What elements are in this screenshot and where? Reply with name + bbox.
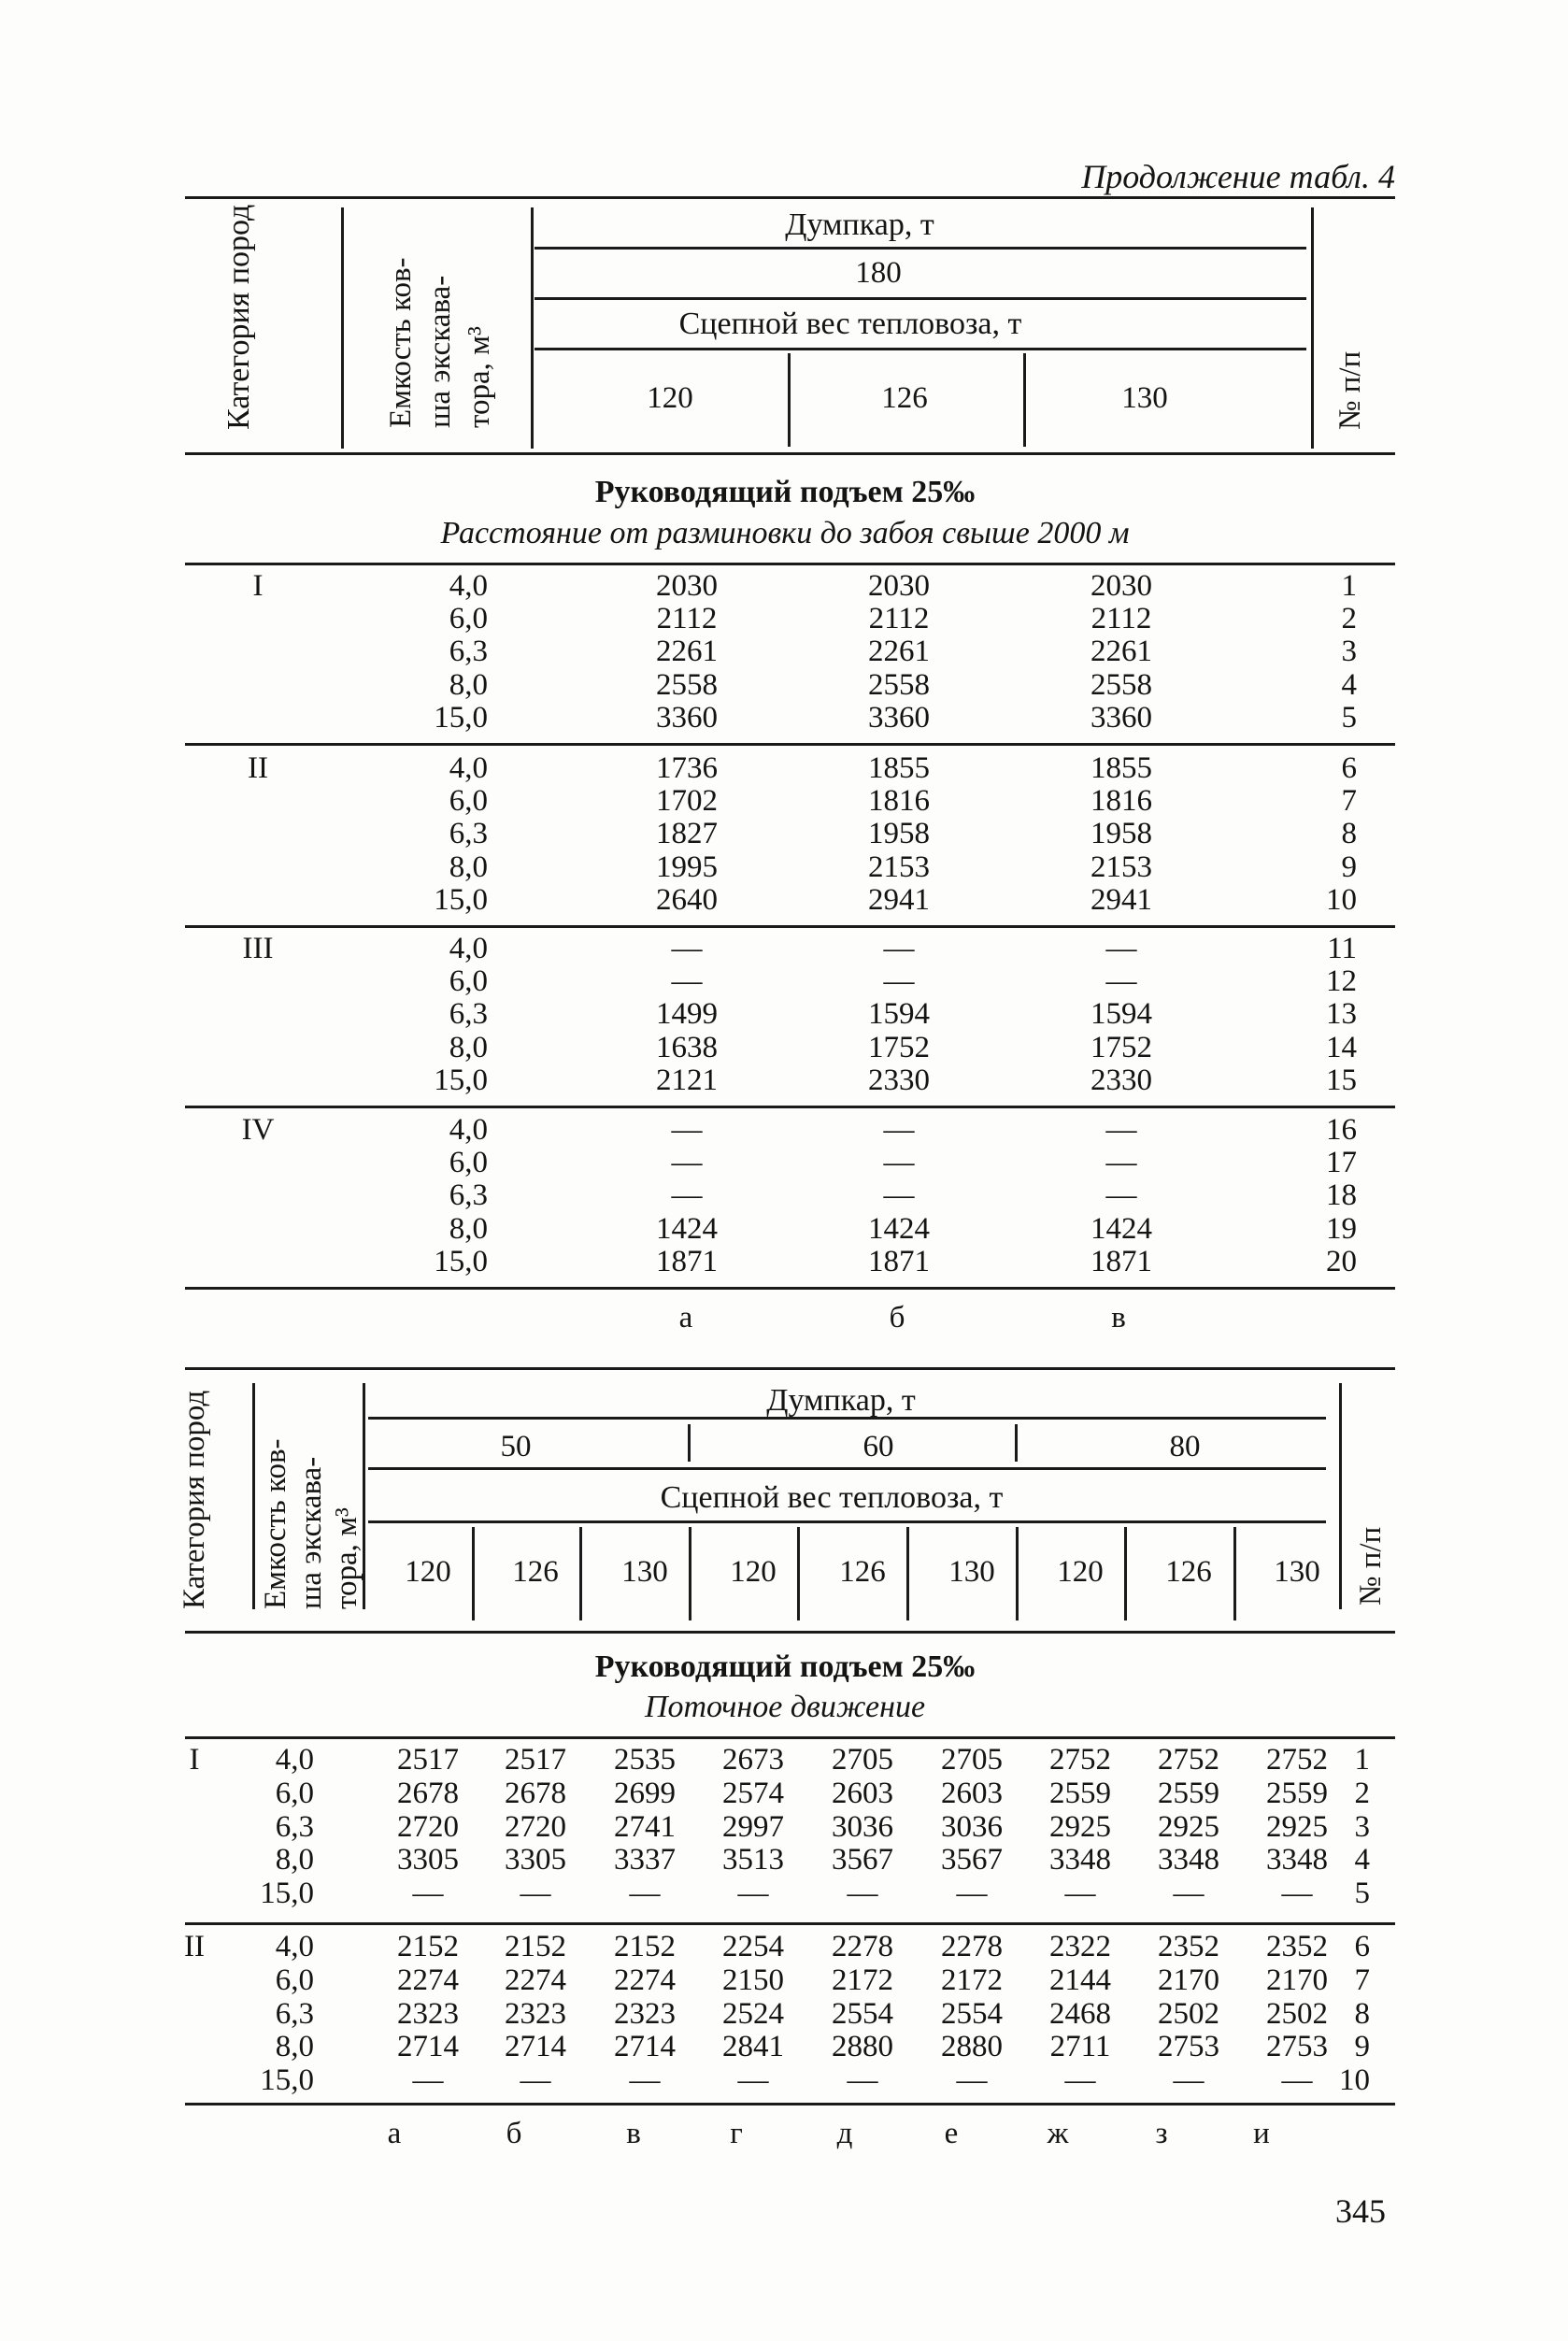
column-letter: г	[730, 2117, 743, 2150]
value-cell: 1871	[656, 1244, 718, 1278]
value-cell: 2925	[1158, 1809, 1219, 1844]
value-cell: 1816	[868, 784, 930, 819]
value-cell: 2121	[656, 1063, 718, 1097]
header-bucket-label: Емкость ков- ша экскава- тора, м³	[259, 1438, 363, 1609]
header-category-label: Категория пород	[178, 1390, 211, 1609]
value-cell: 2714	[397, 2030, 459, 2064]
row-number: 5	[1354, 1877, 1370, 1911]
value-cell: 2261	[868, 635, 930, 669]
value-cell: 2502	[1158, 1996, 1219, 2031]
value-cell: —	[629, 2063, 661, 2098]
bucket-capacity: 15,0	[434, 882, 488, 917]
header-weight: 126	[512, 1555, 559, 1589]
value-cell: 2559	[1158, 1776, 1219, 1810]
value-cell: 2705	[832, 1743, 893, 1777]
value-cell: —	[671, 1178, 703, 1213]
value-cell: 2153	[1090, 849, 1152, 884]
value-cell: 2711	[1049, 2030, 1111, 2064]
value-cell: 1827	[656, 817, 718, 851]
value-cell: 1752	[1090, 1030, 1152, 1064]
row-number: 18	[1326, 1178, 1357, 1213]
value-cell: 2603	[941, 1776, 1003, 1810]
header-weight: 120	[647, 381, 693, 415]
value-cell: 2261	[1090, 635, 1152, 669]
header-weight: 120	[405, 1555, 451, 1589]
row-number: 3	[1354, 1809, 1370, 1844]
row-number: 6	[1341, 751, 1357, 785]
value-cell: 2254	[722, 1930, 784, 1963]
value-cell: 2678	[397, 1776, 459, 1810]
value-cell: 3360	[868, 700, 930, 735]
header-weight: 130	[1121, 381, 1168, 415]
value-cell: 2558	[656, 667, 718, 702]
row-number: 10	[1339, 2063, 1370, 2098]
bucket-capacity: 15,0	[260, 2063, 314, 2098]
row-number: 13	[1326, 997, 1357, 1032]
category-label: I	[252, 569, 264, 603]
value-cell: —	[883, 1113, 915, 1147]
value-cell: 2517	[505, 1743, 566, 1777]
value-cell: 2941	[1090, 882, 1152, 917]
bucket-capacity: 4,0	[449, 569, 488, 603]
page-number: 345	[1335, 2192, 1386, 2230]
column-letter: а	[678, 1301, 693, 1335]
value-cell: 2752	[1158, 1743, 1219, 1777]
row-number: 20	[1326, 1244, 1357, 1278]
row-number: 16	[1326, 1113, 1357, 1147]
bucket-capacity: 8,0	[449, 1211, 488, 1246]
value-cell: 2705	[941, 1743, 1003, 1777]
bucket-capacity: 6,3	[275, 1996, 314, 2031]
value-cell: —	[1105, 1146, 1137, 1180]
value-cell: 1871	[1090, 1244, 1152, 1278]
header-weight: 130	[948, 1555, 995, 1589]
value-cell: 2714	[614, 2030, 676, 2064]
value-cell: 1958	[1090, 817, 1152, 851]
value-cell: 2741	[614, 1809, 676, 1844]
header-dumpcar-value: 80	[1169, 1430, 1201, 1463]
value-cell: —	[412, 2063, 444, 2098]
value-cell: 2112	[868, 602, 930, 636]
value-cell: 1958	[868, 817, 930, 851]
value-cell: 2322	[1049, 1930, 1111, 1963]
value-cell: 3036	[832, 1809, 893, 1844]
value-cell: 2673	[722, 1743, 784, 1777]
row-number: 2	[1354, 1776, 1370, 1810]
row-number: 4	[1354, 1843, 1370, 1877]
header-bucket-label: Емкость ков- ша экскава- тора, м³	[384, 257, 496, 428]
value-cell: 1995	[656, 849, 718, 884]
value-cell: 2880	[941, 2030, 1003, 2064]
value-cell: 1816	[1090, 784, 1152, 819]
bucket-capacity: 8,0	[449, 849, 488, 884]
header-loco-weight: Сцепной вес тепловоза, т	[678, 307, 1022, 341]
value-cell: 2925	[1266, 1809, 1328, 1844]
bucket-capacity: 4,0	[449, 1113, 488, 1147]
value-cell: 2150	[722, 1963, 784, 1997]
bucket-capacity: 15,0	[434, 700, 488, 735]
value-cell: 1499	[656, 997, 718, 1032]
header-weight: 126	[881, 381, 928, 415]
bucket-capacity: 6,0	[449, 784, 488, 819]
value-cell: —	[737, 2063, 769, 2098]
category-label: II	[248, 751, 268, 785]
value-cell: 2352	[1266, 1930, 1328, 1963]
value-cell: —	[1173, 1877, 1205, 1911]
value-cell: —	[1105, 964, 1137, 999]
value-cell: —	[883, 932, 915, 965]
row-number: 6	[1354, 1930, 1370, 1963]
value-cell: 1752	[868, 1030, 930, 1064]
value-cell: —	[671, 1113, 703, 1147]
value-cell: —	[1105, 932, 1137, 965]
value-cell: 3348	[1049, 1843, 1111, 1877]
value-cell: 2274	[397, 1963, 459, 1997]
value-cell: 2554	[941, 1996, 1003, 2031]
value-cell: 3567	[832, 1843, 893, 1877]
row-number: 7	[1341, 784, 1357, 819]
bucket-capacity: 4,0	[449, 932, 488, 965]
value-cell: 3513	[722, 1843, 784, 1877]
value-cell: 2144	[1049, 1963, 1111, 1997]
column-letter: в	[1111, 1301, 1126, 1335]
value-cell: —	[1281, 1877, 1313, 1911]
value-cell: 2753	[1158, 2030, 1219, 2064]
value-cell: —	[883, 1178, 915, 1213]
row-number: 15	[1326, 1063, 1357, 1097]
value-cell: 2330	[868, 1063, 930, 1097]
value-cell: 2330	[1090, 1063, 1152, 1097]
header-num-label: № п/п	[1333, 350, 1367, 430]
row-number: 11	[1327, 932, 1357, 965]
value-cell: 2172	[941, 1963, 1003, 1997]
value-cell: 2502	[1266, 1996, 1328, 2031]
row-number: 14	[1326, 1030, 1357, 1064]
value-cell: 2554	[832, 1996, 893, 2031]
header-weight: 130	[621, 1555, 668, 1589]
value-cell: 2323	[397, 1996, 459, 2031]
bucket-capacity: 8,0	[275, 2030, 314, 2064]
value-cell: 2941	[868, 882, 930, 917]
value-cell: 2170	[1158, 1963, 1219, 1997]
value-cell: 1736	[656, 751, 718, 785]
value-cell: 2925	[1049, 1809, 1111, 1844]
value-cell: 3305	[397, 1843, 459, 1877]
value-cell: 1424	[656, 1211, 718, 1246]
value-cell: —	[1064, 1877, 1096, 1911]
section-title: Руководящий подъем 25‰	[594, 475, 976, 509]
bucket-capacity: 15,0	[434, 1063, 488, 1097]
value-cell: —	[412, 1877, 444, 1911]
value-cell: —	[671, 1146, 703, 1180]
value-cell: 3360	[656, 700, 718, 735]
row-number: 17	[1326, 1146, 1357, 1180]
value-cell: 2152	[614, 1930, 676, 1963]
row-number: 3	[1341, 635, 1357, 669]
row-number: 10	[1326, 882, 1357, 917]
bucket-capacity: 6,0	[449, 1146, 488, 1180]
bucket-capacity: 6,3	[449, 997, 488, 1032]
value-cell: 2678	[505, 1776, 566, 1810]
header-category-label: Категория пород	[221, 204, 256, 430]
header-dumpcar: Думпкар, т	[785, 207, 934, 242]
value-cell: —	[737, 1877, 769, 1911]
value-cell: 2170	[1266, 1963, 1328, 1997]
value-cell: 1702	[656, 784, 718, 819]
value-cell: 2153	[868, 849, 930, 884]
value-cell: 2172	[832, 1963, 893, 1997]
column-letter: и	[1253, 2117, 1270, 2150]
value-cell: 2574	[722, 1776, 784, 1810]
header-dumpcar-value: 50	[500, 1430, 532, 1463]
bucket-capacity: 6,3	[449, 817, 488, 851]
value-cell: —	[847, 1877, 878, 1911]
header-dumpcar-value: 180	[855, 256, 902, 290]
bucket-capacity: 8,0	[275, 1843, 314, 1877]
row-number: 2	[1341, 602, 1357, 636]
value-cell: 3567	[941, 1843, 1003, 1877]
value-cell: 2603	[832, 1776, 893, 1810]
value-cell: —	[1105, 1178, 1137, 1213]
header-dumpcar-value: 60	[862, 1430, 894, 1463]
value-cell: 2699	[614, 1776, 676, 1810]
section-subtitle: Расстояние от разминовки до забоя свыше 2000 м	[440, 516, 1130, 550]
value-cell: 2524	[722, 1996, 784, 2031]
value-cell: —	[956, 2063, 988, 2098]
header-weight: 120	[1057, 1555, 1104, 1589]
category-label: I	[189, 1743, 200, 1777]
column-letter: а	[387, 2117, 402, 2150]
header-num-label: № п/п	[1354, 1526, 1388, 1606]
value-cell: 2152	[397, 1930, 459, 1963]
value-cell: 3348	[1266, 1843, 1328, 1877]
bucket-capacity: 4,0	[275, 1743, 314, 1777]
bucket-capacity: 15,0	[434, 1244, 488, 1278]
column-letter: е	[944, 2117, 959, 2150]
section-subtitle: Поточное движение	[644, 1690, 926, 1724]
header-dumpcar: Думпкар, т	[766, 1383, 916, 1418]
value-cell: 2030	[1090, 569, 1152, 603]
value-cell: 2274	[614, 1963, 676, 1997]
value-cell: —	[1281, 2063, 1313, 2098]
value-cell: 2880	[832, 2030, 893, 2064]
row-number: 1	[1354, 1743, 1370, 1777]
value-cell: 3337	[614, 1843, 676, 1877]
row-number: 8	[1354, 1996, 1370, 2031]
value-cell: 3360	[1090, 700, 1152, 735]
value-cell: —	[883, 964, 915, 999]
value-cell: —	[956, 1877, 988, 1911]
row-number: 4	[1341, 667, 1357, 702]
value-cell: —	[520, 2063, 551, 2098]
header-weight: 130	[1274, 1555, 1320, 1589]
bucket-capacity: 8,0	[449, 1030, 488, 1064]
value-cell: 1594	[1090, 997, 1152, 1032]
value-cell: 2720	[397, 1809, 459, 1844]
row-number: 1	[1341, 569, 1357, 603]
value-cell: 2558	[1090, 667, 1152, 702]
bucket-capacity: 15,0	[260, 1877, 314, 1911]
bucket-capacity: 6,3	[275, 1809, 314, 1844]
value-cell: 2752	[1266, 1743, 1328, 1777]
value-cell: —	[520, 1877, 551, 1911]
value-cell: —	[629, 1877, 661, 1911]
value-cell: 2323	[505, 1996, 566, 2031]
value-cell: 2752	[1049, 1743, 1111, 1777]
column-letter: в	[626, 2117, 641, 2150]
category-label: II	[184, 1930, 205, 1963]
value-cell: 2112	[656, 602, 718, 636]
bucket-capacity: 4,0	[275, 1930, 314, 1963]
row-number: 9	[1341, 849, 1357, 884]
bucket-capacity: 6,0	[275, 1776, 314, 1810]
value-cell: 1424	[1090, 1211, 1152, 1246]
value-cell: 3348	[1158, 1843, 1219, 1877]
value-cell: 2558	[868, 667, 930, 702]
bucket-capacity: 6,3	[449, 1178, 488, 1213]
row-number: 12	[1326, 964, 1357, 999]
header-loco-weight: Сцепной вес тепловоза, т	[660, 1480, 1004, 1515]
value-cell: 3305	[505, 1843, 566, 1877]
value-cell: 2559	[1049, 1776, 1111, 1810]
value-cell: 2997	[722, 1809, 784, 1844]
value-cell: —	[883, 1146, 915, 1180]
value-cell: 2112	[1090, 602, 1152, 636]
value-cell: 1424	[868, 1211, 930, 1246]
value-cell: 2720	[505, 1809, 566, 1844]
bucket-capacity: 4,0	[449, 751, 488, 785]
value-cell: 1871	[868, 1244, 930, 1278]
value-cell: —	[1105, 1113, 1137, 1147]
value-cell: 2278	[941, 1930, 1003, 1963]
value-cell: 1594	[868, 997, 930, 1032]
column-letter: ж	[1047, 2117, 1069, 2150]
value-cell: 2323	[614, 1996, 676, 2031]
value-cell: 2352	[1158, 1930, 1219, 1963]
value-cell: 2278	[832, 1930, 893, 1963]
header-weight: 126	[839, 1555, 886, 1589]
category-label: IV	[241, 1113, 275, 1147]
value-cell: 2559	[1266, 1776, 1328, 1810]
header-weight: 126	[1165, 1555, 1212, 1589]
value-cell: —	[671, 932, 703, 965]
value-cell: 2152	[505, 1930, 566, 1963]
column-letter: д	[836, 2117, 853, 2150]
value-cell: —	[1173, 2063, 1205, 2098]
bucket-capacity: 6,0	[449, 602, 488, 636]
value-cell: 2535	[614, 1743, 676, 1777]
value-cell: 2517	[397, 1743, 459, 1777]
value-cell: —	[1064, 2063, 1096, 2098]
row-number: 9	[1354, 2030, 1370, 2064]
value-cell: 2030	[868, 569, 930, 603]
value-cell: 2640	[656, 882, 718, 917]
bucket-capacity: 6,3	[449, 635, 488, 669]
bucket-capacity: 8,0	[449, 667, 488, 702]
row-number: 8	[1341, 817, 1357, 851]
value-cell: 2753	[1266, 2030, 1328, 2064]
value-cell: 2714	[505, 2030, 566, 2064]
value-cell: 2261	[656, 635, 718, 669]
column-letter: б	[889, 1301, 905, 1335]
section-title: Руководящий подъем 25‰	[594, 1649, 976, 1684]
value-cell: 1855	[1090, 751, 1152, 785]
value-cell: 1638	[656, 1030, 718, 1064]
value-cell: 3036	[941, 1809, 1003, 1844]
category-label: III	[242, 932, 274, 965]
row-number: 7	[1354, 1963, 1370, 1997]
value-cell: 2841	[722, 2030, 784, 2064]
bucket-capacity: 6,0	[275, 1963, 314, 1997]
value-cell: —	[847, 2063, 878, 2098]
value-cell: 2274	[505, 1963, 566, 1997]
value-cell: 2468	[1049, 1996, 1111, 2031]
continuation-caption: Продолжение табл. 4	[1081, 158, 1395, 195]
bucket-capacity: 6,0	[449, 964, 488, 999]
value-cell: 2030	[656, 569, 718, 603]
row-number: 5	[1341, 700, 1357, 735]
column-letter: б	[506, 2117, 522, 2150]
row-number: 19	[1326, 1211, 1357, 1246]
value-cell: 1855	[868, 751, 930, 785]
column-letter: з	[1155, 2117, 1168, 2150]
value-cell: —	[671, 964, 703, 999]
header-weight: 120	[730, 1555, 777, 1589]
